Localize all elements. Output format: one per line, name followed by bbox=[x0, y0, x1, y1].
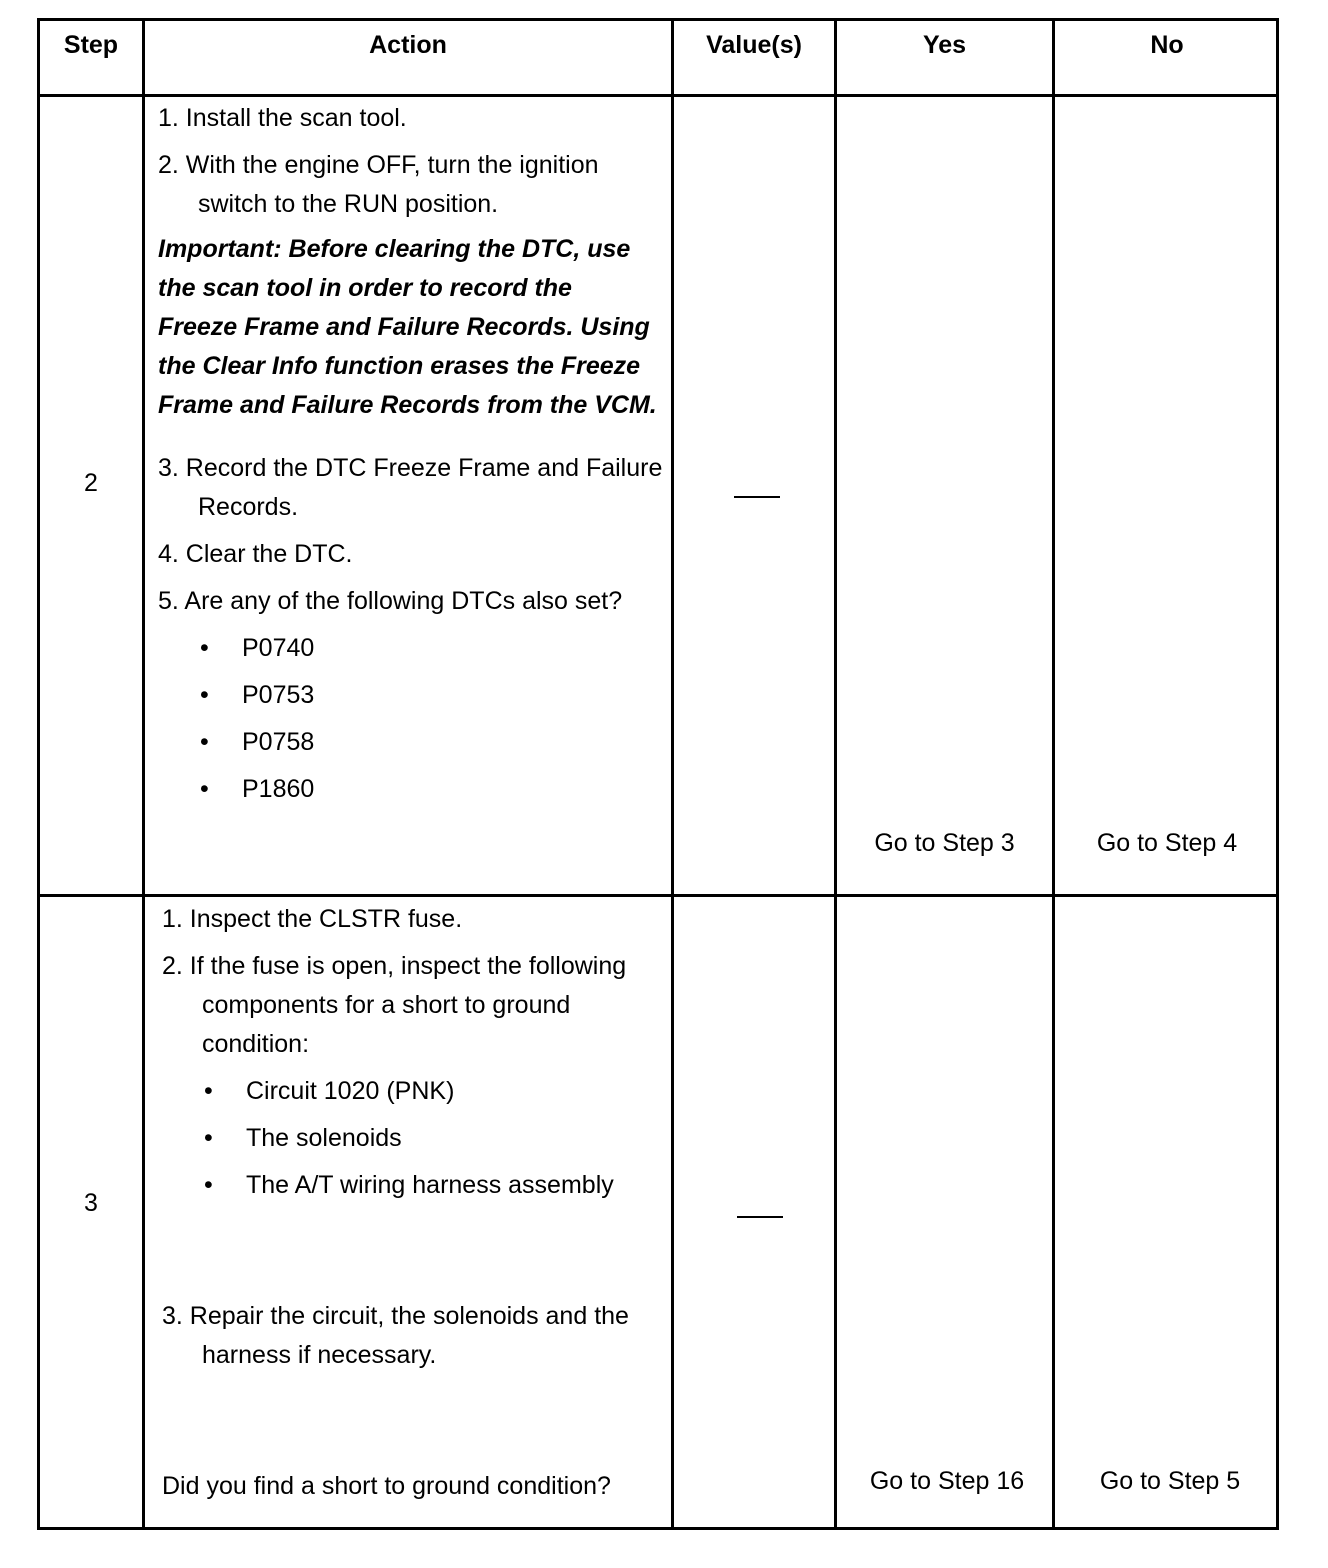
list-item: 2. If the fuse is open, inspect the following components for a short to ground condition: bbox=[162, 952, 627, 1058]
header-action: Action bbox=[369, 31, 447, 59]
list-item: 2. With the engine OFF, turn the ignition switch to the RUN position. bbox=[158, 151, 599, 218]
header-yes: Yes bbox=[922, 31, 967, 59]
header-no: No bbox=[1150, 31, 1184, 59]
list-item: • The A/T wiring harness assembly bbox=[204, 1166, 667, 1205]
diagnostic-table bbox=[37, 18, 1279, 1530]
header-values: Value(s) bbox=[706, 31, 802, 59]
list-item: • The solenoids bbox=[204, 1119, 667, 1158]
list-item: • P0740 bbox=[200, 629, 663, 668]
no-value-dash bbox=[737, 1216, 783, 1218]
list-item: • P1860 bbox=[200, 770, 663, 809]
row-divider bbox=[40, 94, 1276, 97]
list-item: 5. Are any of the following DTCs also set? bbox=[158, 587, 623, 615]
header-step: Step bbox=[63, 31, 119, 59]
action-cell bbox=[162, 900, 667, 1506]
column-divider bbox=[834, 21, 837, 1527]
yes-goto: Go to Step 16 bbox=[869, 1467, 1025, 1495]
no-goto: Go to Step 4 bbox=[1096, 829, 1238, 857]
column-divider bbox=[1052, 21, 1055, 1527]
row-divider bbox=[40, 894, 1276, 897]
dtc-list bbox=[158, 629, 663, 809]
list-item: 3. Repair the circuit, the solenoids and the harness if necessary. bbox=[162, 1302, 629, 1369]
component-list bbox=[162, 1072, 667, 1205]
step-number: 2 bbox=[84, 469, 98, 497]
important-note: Important: Before clearing the DTC, use the scan tool in order to record the Freeze Frame and Failure Records. Using the Clear Info function erases the Freeze Frame and Failure Records from the VCM. bbox=[158, 235, 657, 419]
step-number: 3 bbox=[84, 1189, 98, 1217]
column-divider bbox=[671, 21, 674, 1527]
no-goto: Go to Step 5 bbox=[1099, 1467, 1241, 1495]
yes-goto: Go to Step 3 bbox=[874, 829, 1015, 857]
list-item: • Circuit 1020 (PNK) bbox=[204, 1072, 667, 1111]
list-item: 1. Install the scan tool. bbox=[158, 104, 407, 132]
list-item: 4. Clear the DTC. bbox=[158, 540, 353, 568]
list-item: 3. Record the DTC Freeze Frame and Failure Records. bbox=[158, 454, 663, 521]
action-cell bbox=[158, 99, 663, 809]
list-item: 1. Inspect the CLSTR fuse. bbox=[162, 905, 463, 933]
list-item: • P0753 bbox=[200, 676, 663, 715]
no-value-dash bbox=[734, 496, 780, 498]
column-divider bbox=[142, 21, 145, 1527]
question: Did you find a short to ground condition? bbox=[162, 1472, 611, 1500]
list-item: • P0758 bbox=[200, 723, 663, 762]
